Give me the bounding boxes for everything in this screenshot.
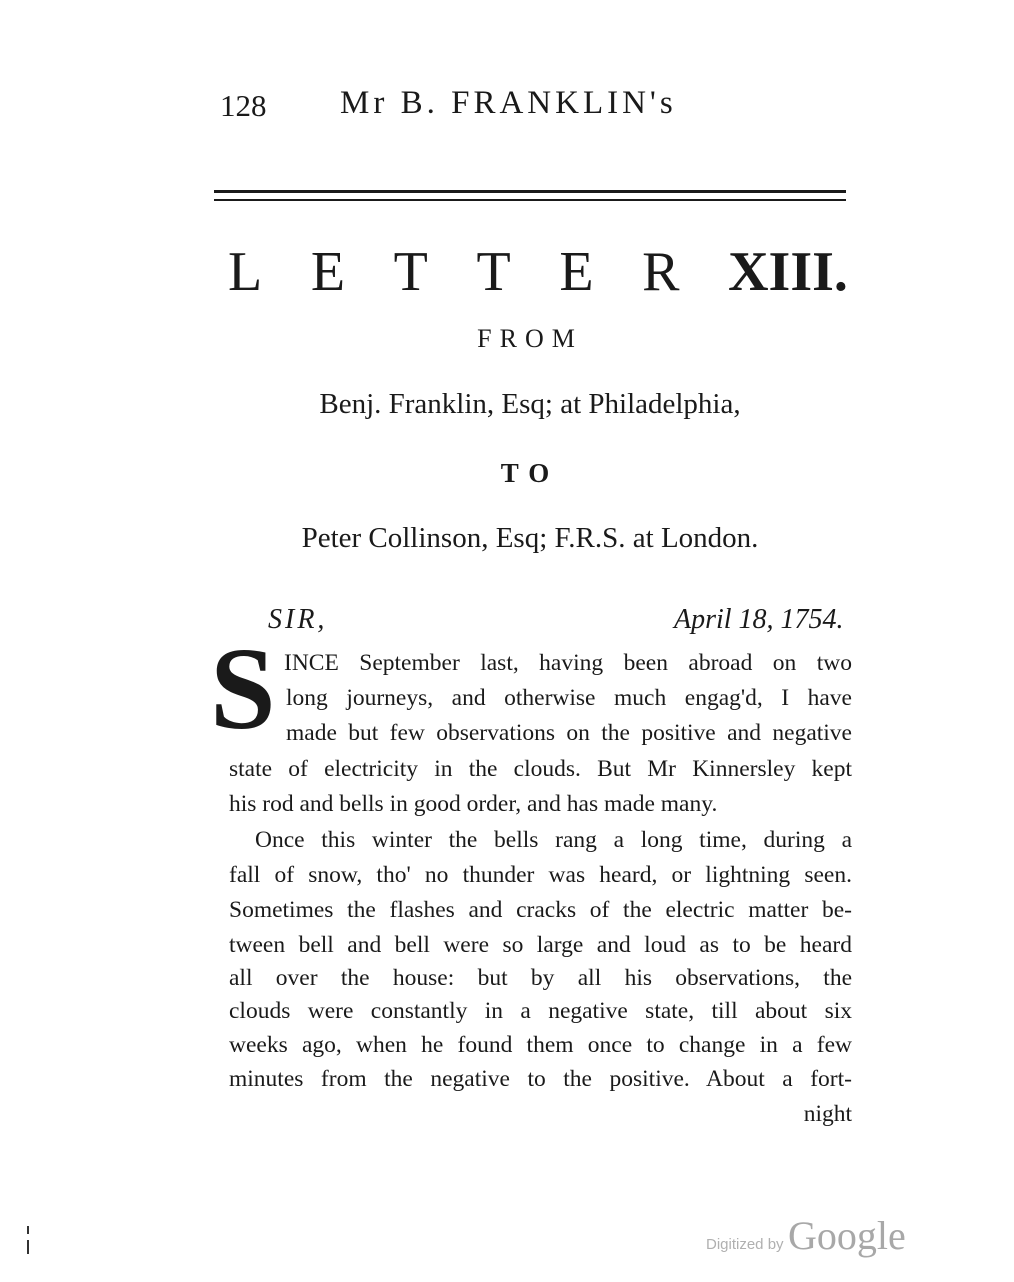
body-line: all over the house: but by all his observations, the — [229, 965, 852, 991]
watermark-digitized-by: Digitized by — [706, 1236, 784, 1253]
to-label: TO — [500, 458, 560, 488]
letter-title-char: T — [393, 241, 442, 303]
letter-date: April 18, 1754. — [674, 604, 844, 635]
catchword: night — [803, 1101, 852, 1127]
body-line: tween bell and bell were so large and loud as to be heard — [229, 932, 852, 958]
body-line: weeks ago, when he found them once to change in a few — [229, 1032, 852, 1058]
letter-title-char: R — [642, 241, 694, 303]
body-line: INCE September last, having been abroad on two — [284, 650, 852, 676]
header-rule-top — [214, 190, 846, 193]
body-line: clouds were constantly in a negative state, till about six — [229, 998, 852, 1024]
sender-line: Benj. Franklin, Esq; at Philadelphia, — [319, 388, 741, 420]
drop-cap: S — [210, 623, 276, 754]
scan-mark — [27, 1226, 29, 1234]
body-line: minutes from the negative to the positive. About a fort- — [229, 1066, 852, 1092]
body-line: Once this winter the bells rang a long time, during a — [255, 827, 852, 853]
page-number: 128 — [220, 88, 267, 123]
letter-title-char: L — [228, 241, 277, 303]
body-line: state of electricity in the clouds. But Mr Kinnersley kept — [229, 756, 852, 782]
recipient-line: Peter Collinson, Esq; F.R.S. at London. — [301, 522, 759, 554]
body-line: long journeys, and otherwise much engag'd, I have — [286, 685, 852, 711]
watermark-google-logo: Google — [788, 1213, 906, 1258]
from-label: FROM — [477, 324, 583, 353]
scan-mark — [27, 1240, 29, 1254]
salutation: SIR, — [268, 604, 328, 635]
body-line: his rod and bells in good order, and has made many. — [229, 791, 718, 817]
body-line: made but few observations on the positive and negative — [286, 720, 852, 746]
letter-title-char: T — [476, 241, 525, 303]
letter-title-char: E — [310, 241, 360, 303]
letter-number: XIII. — [728, 241, 848, 303]
header-rule-bottom — [214, 199, 846, 201]
letter-title-char: E — [559, 241, 608, 303]
running-title: Mr B. FRANKLIN's — [340, 85, 677, 121]
body-line: Sometimes the flashes and cracks of the electric matter be- — [229, 897, 852, 923]
body-line: fall of snow, tho' no thunder was heard, or lightning seen. — [229, 862, 852, 888]
letter-title — [228, 240, 848, 304]
